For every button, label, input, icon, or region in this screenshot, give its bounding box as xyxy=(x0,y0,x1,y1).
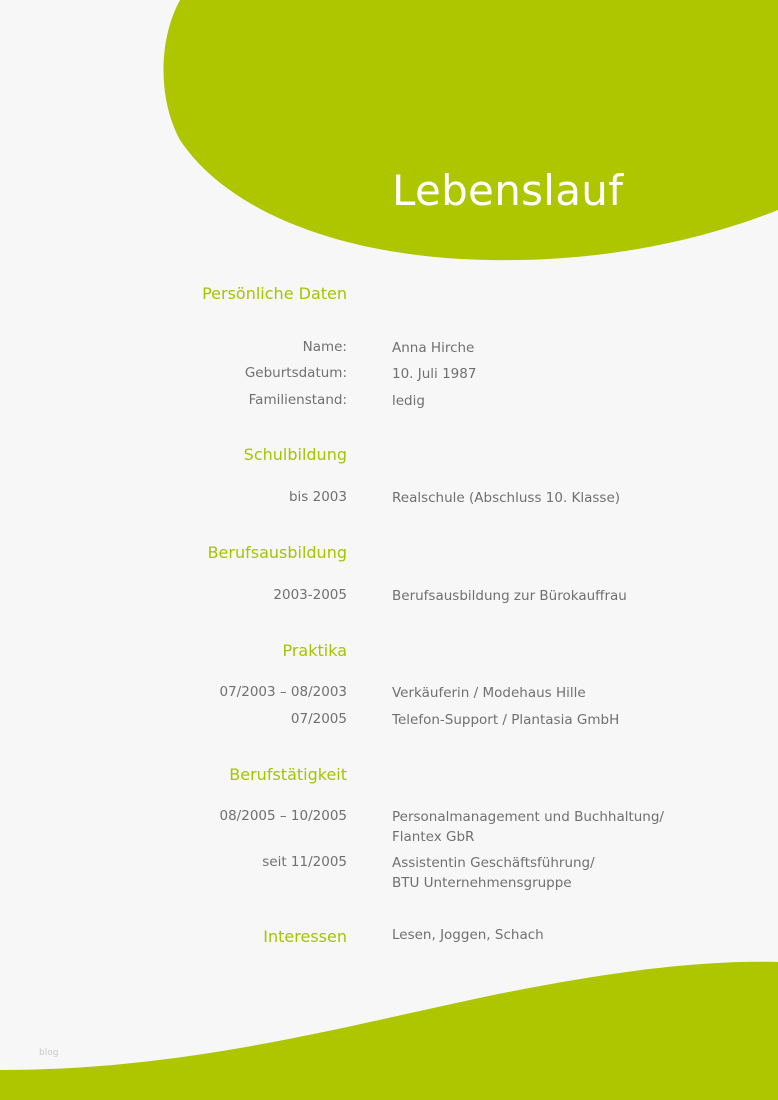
heading-personal-data: Persönliche Daten xyxy=(202,284,347,303)
value-internship-2: Telefon-Support / Plantasia GmbH xyxy=(392,712,620,728)
label-marital-status: Familienstand: xyxy=(248,392,347,408)
label-work-2: seit 11/2005 xyxy=(262,854,347,870)
value-training: Berufsausbildung zur Bürokauffrau xyxy=(392,588,627,604)
value-school: Realschule (Abschluss 10. Klasse) xyxy=(392,490,621,506)
bottom-wave-shape xyxy=(0,962,778,1100)
value-name: Anna Hirche xyxy=(392,340,475,356)
label-internship-2: 07/2005 xyxy=(290,711,347,727)
heading-internships: Praktika xyxy=(282,641,347,660)
value-internship-1: Verkäuferin / Modehaus Hille xyxy=(392,685,586,701)
heading-interests: Interessen xyxy=(263,927,347,946)
label-birthdate: Geburtsdatum: xyxy=(244,365,347,381)
value-work-1 xyxy=(392,808,762,847)
value-work-2 xyxy=(392,854,762,893)
value-birthdate: 10. Juli 1987 xyxy=(392,366,477,382)
label-work-1: 08/2005 – 10/2005 xyxy=(219,808,347,824)
value-interests: Lesen, Joggen, Schach xyxy=(392,927,544,943)
value-work-1-line-1: Personalmanagement und Buchhaltung/ xyxy=(392,809,664,825)
value-work-2-line-1: Assistentin Geschäftsführung/ xyxy=(392,855,595,871)
label-training-period: 2003-2005 xyxy=(273,587,347,603)
top-blob-shape xyxy=(164,0,778,260)
heading-training: Berufsausbildung xyxy=(207,543,347,562)
label-internship-1: 07/2003 – 08/2003 xyxy=(219,684,347,700)
label-name: Name: xyxy=(302,339,347,355)
page-title: Lebenslauf xyxy=(392,166,624,215)
value-marital-status: ledig xyxy=(392,393,425,409)
value-work-2-line-2: BTU Unternehmensgruppe xyxy=(392,874,572,891)
heading-work: Berufstätigkeit xyxy=(229,765,347,784)
value-work-1-line-2: Flantex GbR xyxy=(392,828,475,845)
label-school-period: bis 2003 xyxy=(288,489,347,505)
heading-school: Schulbildung xyxy=(243,445,347,464)
watermark: blog xyxy=(39,1048,59,1058)
